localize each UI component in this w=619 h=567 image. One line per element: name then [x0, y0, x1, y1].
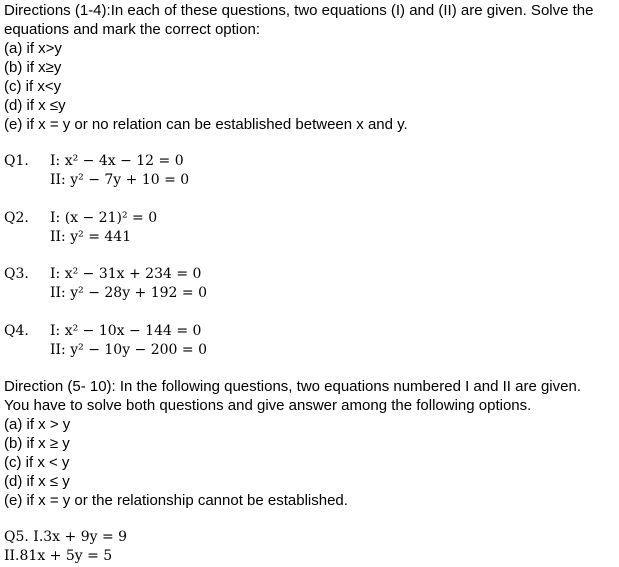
option-a-2: (a) if x > y [4, 416, 71, 433]
q4-equation-2: II: y² − 10y − 200 = 0 [50, 342, 207, 358]
question-number-q2: Q2. [4, 210, 29, 226]
q4-equation-1: I: x² − 10x − 144 = 0 [50, 323, 202, 339]
option-e: (e) if x = y or no relation can be established between x and y. [4, 116, 408, 133]
option-d: (d) if x ≤y [4, 97, 66, 114]
option-c-2: (c) if x < y [4, 454, 70, 471]
option-b: (b) if x≥y [4, 59, 62, 76]
q3-equation-2: II: y² − 28y + 192 = 0 [50, 285, 207, 301]
q1-equation-2: II: y² − 7y + 10 = 0 [50, 172, 190, 188]
q3-equation-1: I: x² − 31x + 234 = 0 [50, 266, 202, 282]
directions-5-10-heading-line-2: You have to solve both questions and give answer among the following options. [4, 397, 532, 414]
q1-equation-1: I: x² − 4x − 12 = 0 [50, 153, 184, 169]
option-e-2: (e) if x = y or the relationship cannot be established. [4, 492, 348, 509]
option-b-2: (b) if x ≥ y [4, 435, 70, 452]
q2-equation-1: I: (x − 21)² = 0 [50, 210, 158, 226]
q2-equation-2: II: y² = 441 [50, 229, 132, 245]
question-number-q1: Q1. [4, 153, 29, 169]
q5-equation-2: II.81x + 5y = 5 [4, 548, 113, 564]
question-number-q3: Q3. [4, 266, 29, 282]
directions-1-4-heading-line-2: equations and mark the correct option: [4, 21, 260, 38]
q5-equation-1: Q5. I.3x + 9y = 9 [4, 529, 128, 545]
directions-5-10-heading-line-1: Direction (5- 10): In the following questions, two equations numbered I and II are given. [4, 378, 581, 395]
option-c: (c) if x<y [4, 78, 62, 95]
option-a: (a) if x>y [4, 40, 62, 57]
question-number-q4: Q4. [4, 323, 29, 339]
option-d-2: (d) if x ≤ y [4, 473, 70, 490]
directions-1-4-heading-line-1: Directions (1-4):In each of these questions, two equations (I) and (II) are given. Solve the [4, 2, 594, 19]
